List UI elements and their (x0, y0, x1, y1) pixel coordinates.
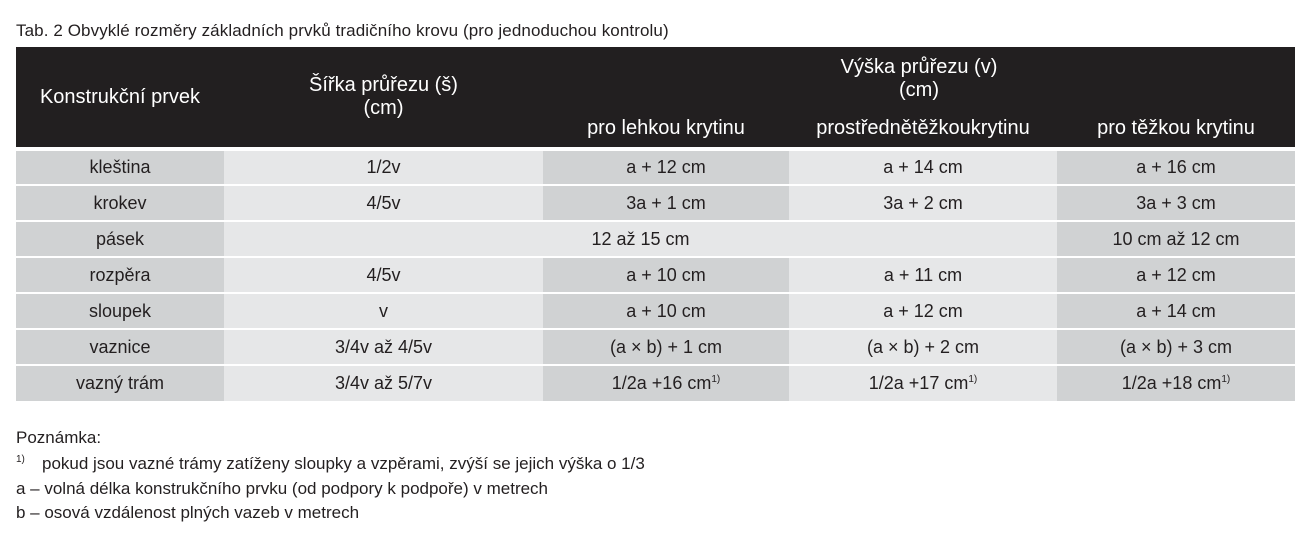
cell-width: 4/5v (224, 185, 543, 221)
cell-medium: a + 11 cm (789, 257, 1057, 293)
cell-light: 3a + 1 cm (543, 185, 789, 221)
footnote-ref: 1) (968, 374, 978, 385)
definition-a: a – volná délka konstrukčního prvku (od podpory k podpoře) v metrech (16, 479, 549, 498)
cell-medium (789, 365, 1057, 401)
cell-width: 1/2v (224, 149, 543, 185)
cell-element: kleština (16, 149, 224, 185)
table-row (16, 149, 1295, 185)
cell-light-value: 1/2a +16 cm (611, 373, 712, 393)
cell-width: 4/5v (224, 257, 543, 293)
table-row (16, 365, 1295, 401)
cell-light: a + 10 cm (543, 257, 789, 293)
table-row (16, 293, 1295, 329)
cell-heavy: a + 16 cm (1057, 149, 1295, 185)
cell-medium-value: 1/2a +17 cm (868, 373, 969, 393)
header-height (543, 47, 1295, 110)
cell-width: 3/4v až 4/5v (224, 329, 543, 365)
cell-medium: a + 14 cm (789, 149, 1057, 185)
header-element: Konstrukční prvek (16, 47, 224, 149)
cell-element: vaznice (16, 329, 224, 365)
table-row (16, 257, 1295, 293)
cell-heavy (1057, 365, 1295, 401)
cell-element: pásek (16, 221, 224, 257)
cell-medium: (a × b) + 2 cm (789, 329, 1057, 365)
table-row (16, 221, 1295, 257)
header-height-line2: (cm) (899, 78, 939, 101)
cell-heavy: 3a + 3 cm (1057, 185, 1295, 221)
dimensions-table (16, 47, 1295, 401)
table-caption: Tab. 2 Obvyklé rozměry základních prvků tradičního krovu (pro jednoduchou kontrolu) (16, 21, 669, 40)
footnote-ref: 1) (1221, 374, 1231, 385)
header-medium: prostřednětěžkoukrytinu (789, 110, 1057, 149)
header-width-line2: (cm) (363, 97, 404, 119)
notes-title: Poznámka: (16, 428, 102, 447)
cell-width: 3/4v až 5/7v (224, 365, 543, 401)
cell-span: 12 až 15 cm (224, 221, 1057, 257)
cell-medium: a + 12 cm (789, 293, 1057, 329)
cell-medium: 3a + 2 cm (789, 185, 1057, 221)
definition-b: b – osová vzdálenost plných vazeb v metrech (16, 503, 360, 522)
cell-element: krokev (16, 185, 224, 221)
table-row (16, 329, 1295, 365)
footnote-text: pokud jsou vazné trámy zatíženy sloupky a vzpěrami, zvýší se jejich výška o 1/3 (42, 454, 645, 473)
cell-heavy: 10 cm až 12 cm (1057, 221, 1295, 257)
cell-light: (a × b) + 1 cm (543, 329, 789, 365)
header-width (224, 47, 543, 149)
footnote-line (16, 454, 645, 474)
cell-light (543, 365, 789, 401)
cell-element: sloupek (16, 293, 224, 329)
cell-element: vazný trám (16, 365, 224, 401)
cell-heavy-value: 1/2a +18 cm (1121, 373, 1222, 393)
footnote-ref: 1) (711, 374, 721, 385)
cell-heavy: a + 14 cm (1057, 293, 1295, 329)
header-light: pro lehkou krytinu (543, 110, 789, 149)
header-width-line1: Šířka průřezu (š) (309, 74, 458, 96)
header-height-line1: Výška průřezu (v) (840, 55, 998, 78)
cell-heavy: (a × b) + 3 cm (1057, 329, 1295, 365)
header-heavy: pro těžkou krytinu (1057, 110, 1295, 149)
footnote-mark: 1) (16, 454, 25, 466)
cell-heavy: a + 12 cm (1057, 257, 1295, 293)
cell-width: v (224, 293, 543, 329)
cell-element: rozpěra (16, 257, 224, 293)
cell-light: a + 10 cm (543, 293, 789, 329)
table-row (16, 185, 1295, 221)
cell-light: a + 12 cm (543, 149, 789, 185)
